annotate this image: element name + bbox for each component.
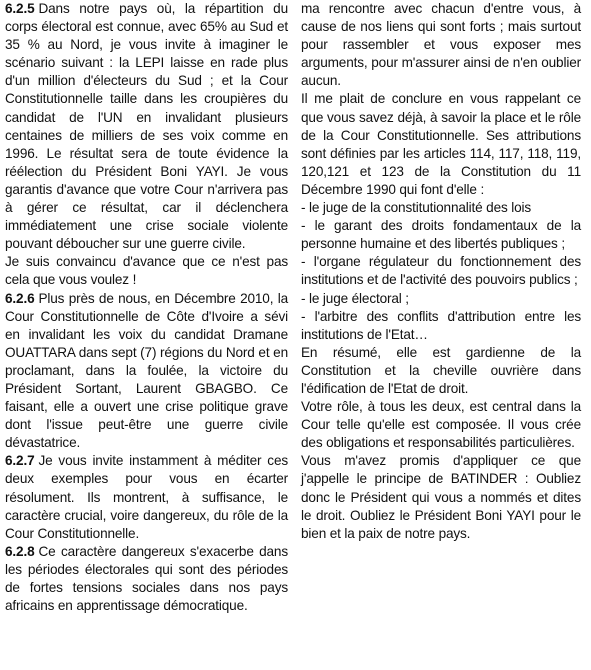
role-paragraph: Votre rôle, à tous les deux, est central dans la Cour telle qu'elle est composée. Il vous crée des obligations et responsabilités particulières. bbox=[301, 399, 581, 451]
batinder-paragraph: Vous m'avez promis d'appliquer ce que j'appelle le principe de BATINDER : Oubliez donc le Président qui vous a nommés et dites le droit. Oubliez le Président Boni YAYI pour le bien et la paix de notre pays. bbox=[301, 453, 581, 541]
intro-paragraph: ma rencontre avec chacun d'entre vous, à cause de nos liens qui sont forts ; mais surtout pour rassembler et vous exposer mes arguments, pour m'assurer ainsi de n'en oublier aucun. bbox=[301, 1, 581, 89]
section-text: Je vous invite instamment à méditer ces deux exemples pour vous en écarter résolument. Ils montrent, à suffisance, le caractère crucial, voire dangereux, du rôle de la Cour Constitutionnelle. bbox=[5, 453, 288, 541]
attributions-paragraph: Il me plait de conclure en vous rappelant ce que vous savez déjà, à savoir la place et le rôle de la Cour Constitutionnelle. Ses attributions sont définies par les articles 114, 117, 118, 119, 120,121 et 123 de la Constitution du 11 Décembre 1990 qui font d'elle : bbox=[301, 91, 581, 197]
section-6-2-5-conclusion: Je suis convaincu d'avance que ce n'est pas cela que vous voulez ! bbox=[5, 254, 288, 288]
section-number: 6.2.8 bbox=[5, 543, 35, 559]
section-6-2-6 bbox=[5, 290, 288, 453]
section-6-2-7 bbox=[5, 452, 288, 542]
list-item: - l'organe régulateur du fonctionnement des institutions et de l'activité des pouvoirs publics ; bbox=[301, 254, 581, 288]
summary-paragraph: En résumé, elle est gardienne de la Constitution et la cheville ouvrière dans l'édification de l'Etat de droit. bbox=[301, 344, 581, 396]
right-column bbox=[301, 0, 581, 543]
list-item: - le juge électoral ; bbox=[301, 290, 409, 306]
section-6-2-5 bbox=[5, 0, 288, 253]
section-text: Ce caractère dangereux s'exacerbe dans les périodes électorales qui sont des périodes de fortes tensions sociales dans nos pays africains en apprentissage démocratique. bbox=[5, 543, 288, 614]
section-number: 6.2.6 bbox=[5, 290, 35, 306]
list-item: - l'arbitre des conflits d'attribution entre les institutions de l'Etat… bbox=[301, 308, 581, 342]
left-column bbox=[5, 0, 288, 615]
section-number: 6.2.5 bbox=[5, 1, 35, 16]
section-6-2-8 bbox=[5, 543, 288, 615]
section-text: Dans notre pays où, la répartition du corps électoral est connue, avec 65% au Sud et 35 % au Nord, je vous invite à imaginer le scénario suivant : la LEPI laisse en rade plus d'un million d'électeurs du Sud ; et la Cour Constitutionnelle taille dans les croupières du candidat de l'UN en invalidant plusieurs centaines de milliers de ses voix comme en 1996. Le résultat sera de toute évidence la réélection du Président Boni YAYI. Je vous garantis d'avance que votre Cour n'arrivera pas à gérer ce résultat, car il déclenchera immédiatement une crise sociale violente pouvant déboucher sur une guerre civile. bbox=[5, 1, 288, 252]
section-text: Plus près de nous, en Décembre 2010, la Cour Constitutionnelle de Côte d'Ivoire a sévi en invalidant les voix du candidat Dramane OUATTARA dans sept (7) régions du Nord et en proclamant, dans la foulée, la victoire du Président Sortant, Laurent GBAGBO. Ce faisant, elle a ouvert une crise politique grave dont l'issue peut-être une guerre civile dévastatrice. bbox=[5, 290, 288, 451]
list-item: - le juge de la constitutionnalité des lois bbox=[301, 200, 532, 216]
list-item: - le garant des droits fondamentaux de la personne humaine et des libertés publiques ; bbox=[301, 218, 581, 252]
section-number: 6.2.7 bbox=[5, 453, 35, 469]
